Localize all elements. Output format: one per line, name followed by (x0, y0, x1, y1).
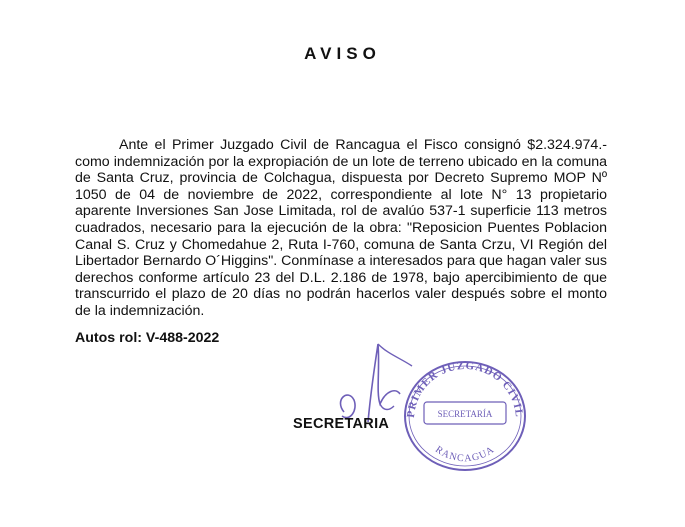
stamp-center-text: SECRETARÍA (437, 409, 493, 419)
court-seal-stamp (400, 354, 530, 472)
stamp-bottom-text: RANCAGUA (433, 444, 497, 465)
notice-paragraph: Ante el Primer Juzgado Civil de Rancagua el Fisco consignó $2.324.974.- como indemnización por la expropiación de un lote de terreno ubicado en la comuna de Santa Cruz, provincia de Colchagua, dispuesta por Decreto Supremo MOP Nº 1050 de 04 de noviembre de 2022, correspondiente al lote N° 13 propietario aparente Inversiones San Jose Limitada, rol de avalúo 537-1 superficie 113 metros cuadrados, necesario para la ejecución de la obra: "Reposicion Puentes Poblacion Canal S. Cruz y Chomedahue 2, Ruta I-760, comuna de Santa Crzu, VI Región del Libertador Bernardo O´Higgins". Conmínase a interesados para que hagan valer sus derechos conforme artículo 23 del D.L. 2.186 de 1978, bajo apercibimiento de que transcurrido el plazo de 20 días no podrán hacerlos valer después sobre el monto de la indemnización. (75, 137, 607, 319)
notice-title: AVISO (304, 44, 381, 63)
stamp-top-text: PRIMER JUZGADO CIVIL (404, 359, 526, 419)
svg-text:RANCAGUA (433, 444, 497, 464)
notice-body (75, 137, 607, 320)
case-number: Autos rol: V-488-2022 (75, 330, 220, 346)
signature-title: SECRETARIA (293, 416, 390, 432)
